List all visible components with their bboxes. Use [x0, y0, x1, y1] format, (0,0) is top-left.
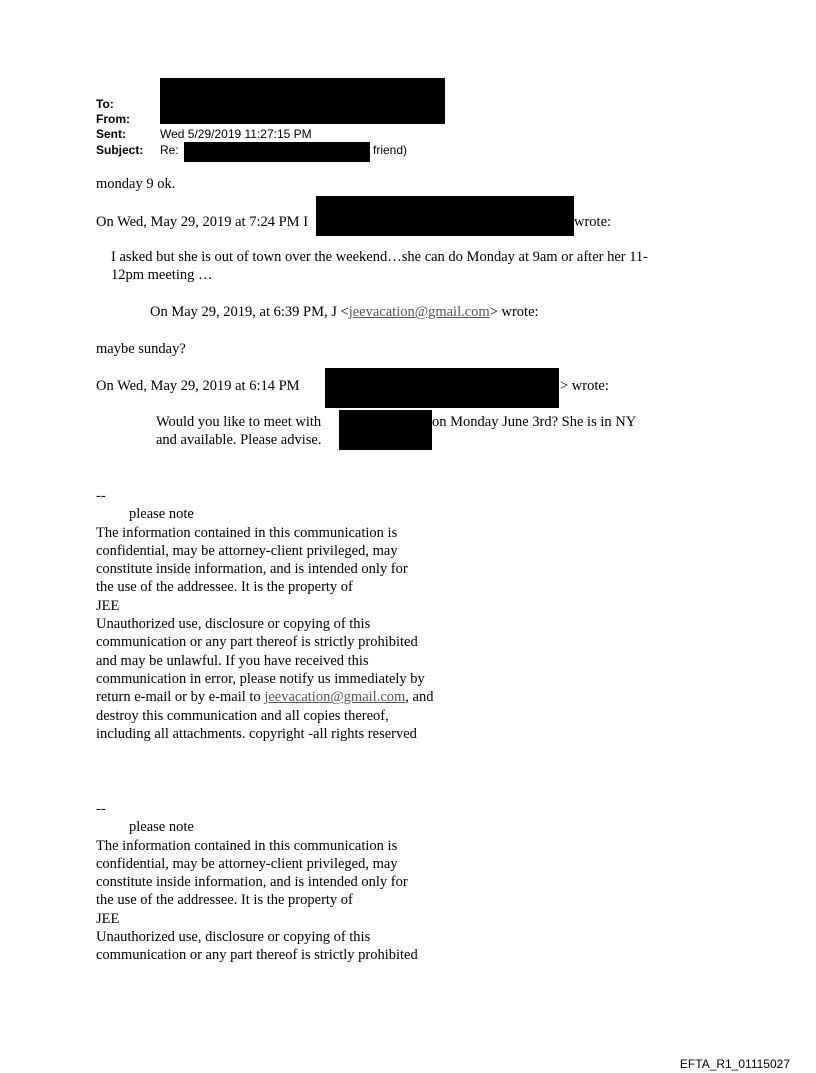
signature-disclaimer — [96, 800, 418, 965]
signature-separator: -- — [96, 801, 106, 817]
quoted-text: Would you like to meet with — [156, 414, 322, 430]
subject-prefix: Re: — [160, 143, 179, 157]
redaction-box — [316, 196, 574, 236]
redaction-box — [184, 142, 370, 162]
disclaimer-line: confidential, may be attorney-client privileged, may — [96, 855, 398, 872]
signature-disclaimer — [96, 487, 433, 743]
disclaimer-line: Unauthorized use, disclosure or copying of this — [96, 929, 371, 946]
disclaimer-line: communication or any part thereof is strictly prohibited — [96, 634, 418, 651]
subject-label: Subject: — [96, 143, 144, 157]
to-label: To: — [96, 97, 114, 111]
quoted-text: on Monday June 3rd? She is in NY — [432, 414, 637, 430]
please-note: please note — [129, 819, 194, 836]
disclaimer-line: communication or any part thereof is strictly prohibited — [96, 947, 418, 964]
disclaimer-line: constitute inside information, and is intended only for — [96, 874, 408, 891]
disclaimer-text: return e-mail or by e-mail to — [96, 689, 265, 706]
disclaimer-line: and may be unlawful. If you have received this — [96, 652, 369, 669]
email-link[interactable]: jeevacation@gmail.com — [348, 304, 490, 320]
quote-header: On Wed, May 29, 2019 at 6:14 PM — [96, 378, 300, 394]
sent-label: Sent: — [96, 127, 126, 141]
disclaimer-line: communication in error, please notify us immediately by — [96, 670, 425, 687]
quoted-text: I asked but she is out of town over the weekend…she can do Monday at 9am or after her 11- — [111, 249, 649, 265]
disclaimer-line: the use of the addressee. It is the property of — [96, 892, 353, 909]
email-link[interactable]: jeevacation@gmail.com — [264, 689, 406, 706]
sent-value: Wed 5/29/2019 11:27:15 PM — [160, 127, 312, 141]
disclaimer-line: The information contained in this communication is — [96, 837, 398, 854]
please-note: please note — [129, 506, 194, 523]
disclaimer-line: confidential, may be attorney-client privileged, may — [96, 542, 398, 559]
quote-header — [150, 303, 539, 321]
disclaimer-line: the use of the addressee. It is the property of — [96, 579, 353, 596]
quoted-text: and available. Please advise. — [156, 432, 322, 448]
reply-text: monday 9 ok. — [96, 176, 176, 192]
signature-separator: -- — [96, 488, 106, 504]
quote-header-suffix: > wrote: — [560, 378, 609, 394]
disclaimer-text: , and — [405, 689, 434, 706]
from-label: From: — [96, 112, 130, 126]
document-id: EFTA_R1_01115027 — [679, 1057, 790, 1071]
quoted-text: 12pm meeting … — [111, 267, 213, 283]
disclaimer-line: destroy this communication and all copies thereof, — [96, 707, 389, 724]
disclaimer-line: Unauthorized use, disclosure or copying of this — [96, 616, 371, 633]
quote-header-prefix: On May 29, 2019, at 6:39 PM, J < — [150, 304, 349, 320]
quote-header-suffix: > wrote: — [489, 304, 539, 320]
redaction-box — [160, 78, 445, 124]
disclaimer-line: including all attachments. copyright -all rights reserved — [96, 725, 417, 742]
redaction-box — [325, 368, 559, 408]
redaction-box — [339, 410, 432, 450]
quote-header-suffix: wrote: — [574, 214, 612, 230]
disclaimer-line: constitute inside information, and is intended only for — [96, 561, 408, 578]
disclaimer-line: JEE — [96, 910, 120, 927]
subject-suffix: friend) — [373, 143, 408, 157]
quote-header: On Wed, May 29, 2019 at 7:24 PM I — [96, 214, 309, 230]
reply-text: maybe sunday? — [96, 341, 186, 357]
disclaimer-line: The information contained in this communication is — [96, 524, 398, 541]
disclaimer-line — [96, 688, 433, 706]
disclaimer-line: JEE — [96, 597, 120, 614]
